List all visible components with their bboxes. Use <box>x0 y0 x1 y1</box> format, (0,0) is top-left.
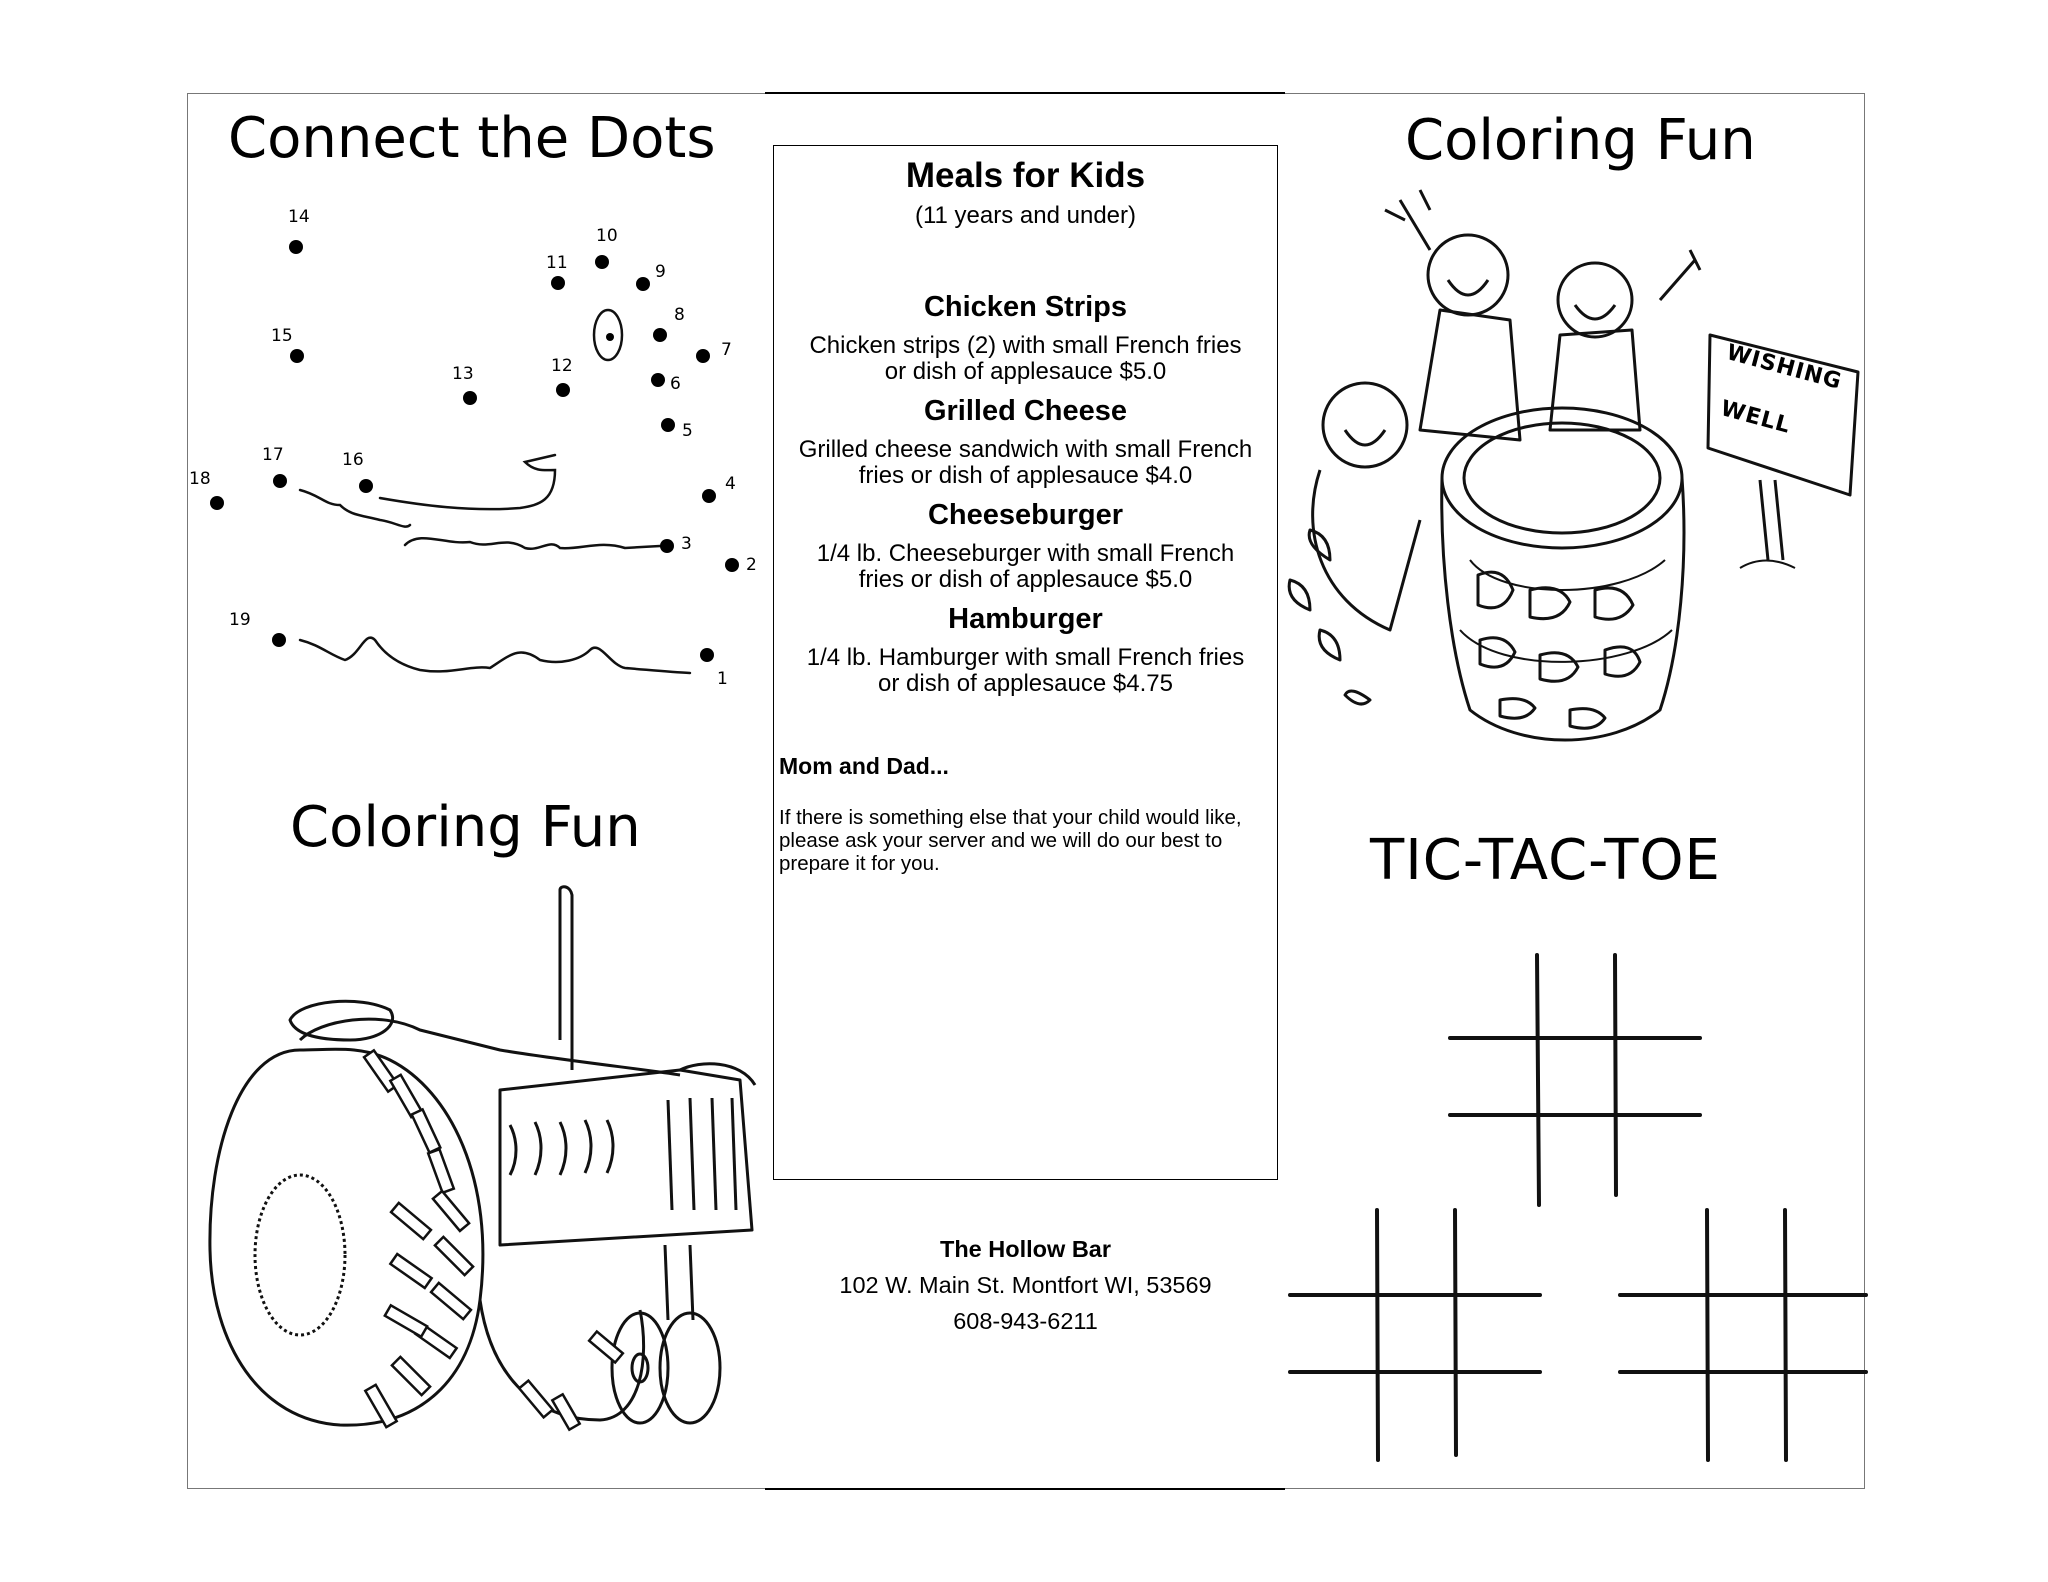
dot-point <box>636 277 650 291</box>
dot-point <box>700 648 714 662</box>
dot-point <box>661 418 675 432</box>
dot-number: 19 <box>229 610 251 630</box>
dot-point <box>595 255 609 269</box>
dot-point <box>551 276 565 290</box>
dot-number: 3 <box>681 534 692 554</box>
dot-point <box>725 558 739 572</box>
menu-item-desc-line2: fries or dish of applesauce $5.0 <box>858 566 1193 593</box>
sign-text-line1: WISHING <box>1723 340 1845 395</box>
coloring-fun-title-right: Coloring Fun <box>1405 108 1756 173</box>
dot-point <box>702 489 716 503</box>
dot-number: 6 <box>670 374 681 394</box>
dot-number: 10 <box>596 226 618 246</box>
dot-point <box>556 383 570 397</box>
dot-point <box>660 539 674 553</box>
dot-number: 11 <box>546 253 568 273</box>
dot-point <box>273 474 287 488</box>
dot-point <box>272 633 286 647</box>
menu-item-desc-line2: or dish of applesauce $5.0 <box>884 358 1167 385</box>
dot-point <box>290 349 304 363</box>
connect-dots-drawing <box>300 310 690 673</box>
dot-point <box>289 240 303 254</box>
dot-number: 16 <box>342 450 364 470</box>
tic-tac-toe-grids <box>1290 955 1866 1460</box>
dot-number: 15 <box>271 326 293 346</box>
parent-note-body: If there is something else that your child would like, please ask your server and we will do our best to prepare it for you. <box>779 806 1242 875</box>
dot-number: 7 <box>721 340 732 360</box>
dot-number: 1 <box>717 669 728 689</box>
parent-note-heading: Mom and Dad... <box>779 753 949 779</box>
dot-number: 5 <box>682 421 693 441</box>
dot-point <box>653 328 667 342</box>
menu-subtitle: (11 years and under) <box>914 202 1136 229</box>
dot-point <box>651 373 665 387</box>
dot-point <box>463 391 477 405</box>
menu-item-name: Grilled Cheese <box>923 395 1128 427</box>
dot-number: 13 <box>452 364 474 384</box>
restaurant-name: The Hollow Bar <box>939 1236 1112 1262</box>
restaurant-address: 102 W. Main St. Montfort WI, 53569 <box>839 1272 1212 1298</box>
connect-dots-title: Connect the Dots <box>228 106 716 171</box>
dot-number: 18 <box>189 469 211 489</box>
dot-point <box>359 479 373 493</box>
menu-item-desc-line1: 1/4 lb. Hamburger with small French fries <box>806 644 1245 671</box>
menu-item-desc-line2: fries or dish of applesauce $4.0 <box>858 462 1193 489</box>
dot-number: 4 <box>725 474 736 494</box>
tic-tac-toe-title: TIC-TAC-TOE <box>1370 828 1721 893</box>
tractor-illustration <box>210 887 755 1425</box>
menu-item-name: Hamburger <box>948 603 1103 635</box>
dot-number: 17 <box>262 445 284 465</box>
menu-title: Meals for Kids <box>905 156 1146 195</box>
dot-number: 8 <box>674 305 685 325</box>
kids-menu-box <box>773 145 1278 1180</box>
menu-item-desc-line1: Grilled cheese sandwich with small French <box>798 436 1253 463</box>
menu-item-desc-line2: or dish of applesauce $4.75 <box>878 670 1173 697</box>
dot-point <box>210 496 224 510</box>
menu-item-name: Cheeseburger <box>927 499 1123 531</box>
restaurant-phone: 608-943-6211 <box>953 1308 1098 1334</box>
sign-text-line2: WELL <box>1717 396 1794 439</box>
menu-item-desc-line1: Chicken strips (2) with small French fries <box>809 332 1242 359</box>
dot-number: 14 <box>288 207 310 227</box>
dot-number: 2 <box>746 555 757 575</box>
dot-point <box>696 349 710 363</box>
wishing-well-illustration <box>1289 190 1858 740</box>
coloring-fun-title-left: Coloring Fun <box>290 795 641 860</box>
menu-item-name: Chicken Strips <box>923 291 1128 323</box>
dot-number: 9 <box>655 262 666 282</box>
menu-item-desc-line1: 1/4 lb. Cheeseburger with small French <box>816 540 1235 567</box>
dot-number: 12 <box>551 356 573 376</box>
